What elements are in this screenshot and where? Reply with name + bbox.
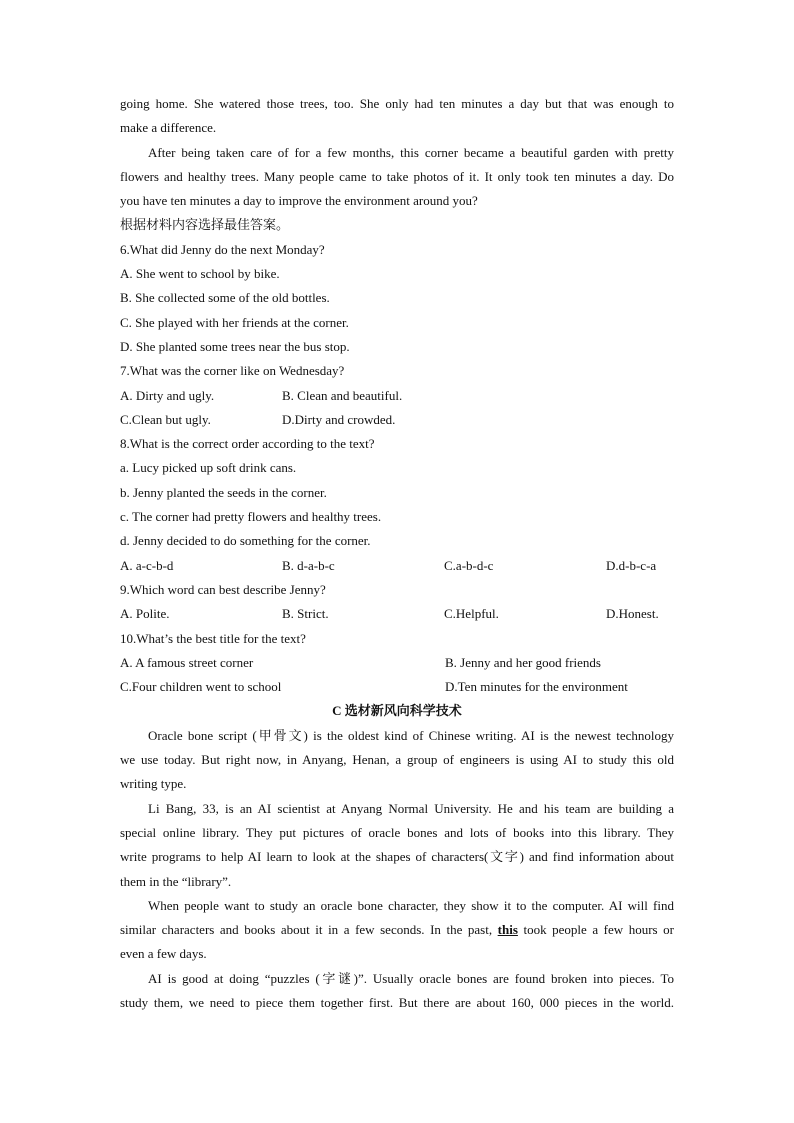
question-8-statement-a: a. Lucy picked up soft drink cans. [120,460,297,476]
question-6-option-a: A. She went to school by bike. [120,266,280,282]
question-10-options-row-2 [120,675,674,699]
passage-c-line: Li Bang, 33, is an AI scientist at Anyang Normal University. He and his team are building a [148,800,674,816]
passage-line: After being taken care of for a few months, this corner became a beautiful garden with pretty [148,144,674,160]
question-8-stem: 8.What is the correct order according to the text? [120,436,375,452]
passage-line: make a difference. [120,120,217,136]
question-8-statement-d: d. Jenny decided to do something for the corner. [120,533,371,549]
question-7-option-b: B. Clean and beautiful. [282,387,403,403]
passage-c-line: When people want to study an oracle bone character, they show it to the computer. AI will find [148,897,674,913]
section-c-heading: C 选材新风向科学技术 [332,703,462,719]
passage-c-line: Oracle bone script (甲骨文) is the oldest kind of Chinese writing. AI is the newest technology [148,727,674,743]
passage-c-line: we use today. But right now, in Anyang, Henan, a group of engineers is using AI to study this old [120,752,674,768]
passage-line: you have ten minutes a day to improve the environment around you? [120,193,478,209]
passage-c-line: even a few days. [120,946,207,962]
question-7-options-row-2 [120,408,674,432]
question-10-options-row-1 [120,651,674,675]
question-9-option-a: A. Polite. [120,606,170,622]
question-8-option-c: C.a-b-d-c [444,557,494,573]
question-10-option-b: B. Jenny and her good friends [445,654,601,670]
passage-line: going home. She watered those trees, too. She only had ten minutes a day but that was enough to [120,96,674,111]
question-9-option-c: C.Helpful. [444,606,499,622]
question-7-options-row-1 [120,384,674,408]
underlined-word-this: this [497,922,518,938]
question-9-option-b: B. Strict. [282,606,329,622]
question-7-stem: 7.What was the corner like on Wednesday? [120,363,345,379]
passage-line: flowers and healthy trees. Many people came to take photos of it. It only took ten minutes a day. Do [120,168,674,184]
page-content [120,92,674,1015]
question-7-option-c: C.Clean but ugly. [120,411,211,427]
question-9-option-d: D.Honest. [606,606,659,622]
question-6-stem: 6.What did Jenny do the next Monday? [120,241,325,257]
question-8-statement-b: b. Jenny planted the seeds in the corner. [120,484,327,500]
passage-c-text: similar characters and books about it in a few seconds. In the past, [120,922,493,938]
passage-c-line: study them, we need to piece them together first. But there are about 160, 000 pieces in the world. [120,994,674,1010]
passage-c-line: writing type. [120,776,187,792]
question-10-option-d: D.Ten minutes for the environment [445,679,628,695]
question-8-options [120,554,674,578]
passage-c-text: took people a few hours or [523,922,674,938]
passage-c-line: special online library. They put pictures of oracle bones and lots of books into this library. They [120,824,674,840]
question-6-option-b: B. She collected some of the old bottles. [120,290,330,306]
question-8-option-d: D.d-b-c-a [606,557,657,573]
question-9-options [120,602,674,626]
passage-c-line [120,918,674,942]
question-9-stem: 9.Which word can best describe Jenny? [120,581,326,597]
question-8-option-a: A. a-c-b-d [120,557,174,573]
question-6-option-c: C. She played with her friends at the corner. [120,314,349,330]
passage-c-line: write programs to help AI learn to look at the shapes of characters(文字) and find information about [120,849,674,865]
question-10-stem: 10.What’s the best title for the text? [120,630,306,646]
passage-c-line: AI is good at doing “puzzles (字谜)”. Usually oracle bones are found broken into pieces. To [148,970,674,986]
instruction: 根据材料内容选择最佳答案。 [120,217,290,233]
passage-c-line: them in the “library”. [120,873,232,889]
question-7-option-a: A. Dirty and ugly. [120,387,215,403]
question-8-statement-c: c. The corner had pretty flowers and healthy trees. [120,509,382,525]
question-10-option-a: A. A famous street corner [120,654,254,670]
question-7-option-d: D.Dirty and crowded. [282,411,396,427]
question-10-option-c: C.Four children went to school [120,679,282,695]
question-8-option-b: B. d-a-b-c [282,557,335,573]
question-6-option-d: D. She planted some trees near the bus stop. [120,338,350,354]
